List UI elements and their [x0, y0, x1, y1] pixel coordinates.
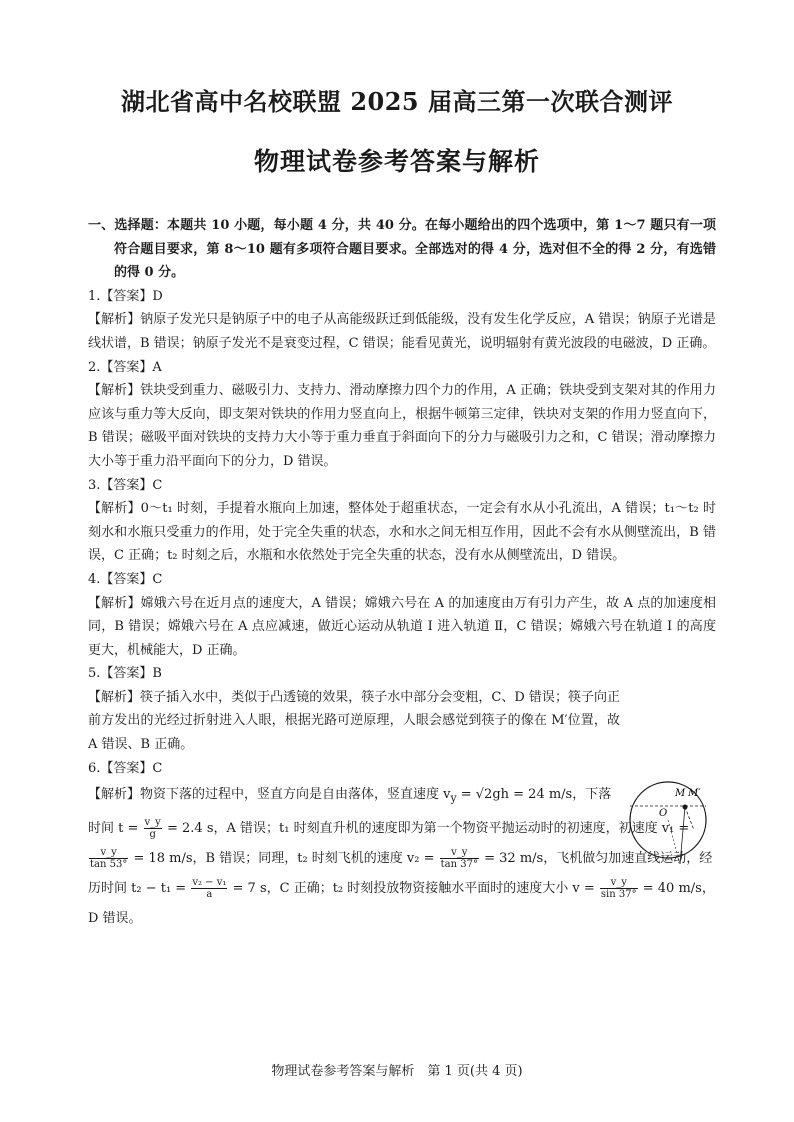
q3-analysis: 【解析】0～t₁ 时刻，手提着水瓶向上加速，整体处于超重状态，一定会有水从小孔流出，A 错误；t₁～t₂ 时刻水和水瓶只受重力的作用，处于完全失重的状态，水和水之间无相互作用，因此不会有水从侧壁流出，B 错误，C 正确；t₂ 时刻之后，水瓶和水依然处于完全失重的状态，没有水从侧壁流出，D 错误。: [88, 501, 716, 564]
q4-analysis: 【解析】嫦娥六号在近月点的速度大，A 错误；嫦娥六号在 A 的加速度由万有引力产生，故 A 点的加速度相同，B 错误；嫦娥六号在 A 点应减速，做近心运动从轨道 Ⅰ 进入轨道 Ⅱ，C 错误；嫦娥六号在轨道 Ⅰ 的高度更大，机械能大，D 正确。: [88, 595, 716, 658]
section-instructions: 一、选择题：本题共 10 小题，每小题 4 分，共 40 分。在每小题给出的四个选项中，第 1～7 题只有一项符合题目要求，第 8～10 题有多项符合题目要求。全部选对的得 4 分，选对但不全的得 2 分，有选错的得 0 分。: [88, 218, 716, 281]
q1-analysis: 【解析】钠原子发光只是钠原子中的电子从高能级跃迁到低能级，没有发生化学反应，A 错误；钠原子光谱是线状谱，B 错误；钠原子发光不是衰变过程，C 错误；能看见黄光，说明辐射有黄光波段的电磁波，D 正确。: [88, 312, 716, 351]
q6-line-5: D 错误。: [88, 910, 142, 926]
q1-answer: 1.【答案】D: [88, 288, 163, 304]
q6-line-2: 时间 t = $\frac{v\_y}{g}$ = 2.4 s，A 错误；t₁ 时刻直升机的速度即为第一个物资平抛运动时的初速度，初速度 v₁ =: [88, 816, 690, 840]
fraction: $\frac{v\_y}{\tan 37^\circ}$: [440, 846, 478, 870]
q6-line-1: 【解析】物资下落的过程中，竖直方向是自由落体，竖直速度 $v_y = √2gh = 24$ m/s，下落: [88, 787, 612, 805]
q3-answer: 3.【答案】C: [88, 477, 163, 493]
fraction: $\frac{v\_y}{g}$: [144, 816, 161, 840]
fraction: $\frac{v\_y}{\tan 53^\circ}$: [90, 846, 128, 870]
fraction: $\frac{v\_y}{\sin 37^\circ}$: [600, 876, 637, 900]
label-m-prime: M′: [688, 788, 701, 799]
virtual-ray: [685, 807, 694, 830]
label-m: M: [675, 788, 686, 799]
content: [88, 214, 716, 934]
q6-analysis: [88, 780, 716, 934]
q6-line-3: $\frac{v\_y}{\tan 53^\circ}$ = 18 m/s，B 错误；同理，t₂ 时刻飞机的速度 v₂ = $\frac{v\_y}{\tan 37^\circ}$ = 32 m/s，飞机做匀加速直线运动，经: [90, 846, 713, 870]
fraction: $\frac{\text{v₂ − v₁}}{a}$: [192, 876, 227, 900]
q6-answer: 6.【答案】C: [88, 760, 163, 776]
page-title: 湖北省高中名校联盟 2025 届高三第一次联合测评: [120, 87, 673, 116]
q2-analysis: 【解析】铁块受到重力、磁吸引力、支持力、滑动摩擦力四个力的作用，A 正确；铁块受到支架对其的作用力应该与重力等大反向，即支架对铁块的作用力竖直向上，根据牛顿第三定律，铁块对支架的作用力竖直向下，B 错误；磁吸平面对铁块的支持力大小等于重力垂直于斜面向下的分力与磁吸引力之和，C 错误；滑动摩擦力大小等于重力沿平面向下的分力，D 错误。: [88, 383, 716, 469]
label-o: O: [659, 808, 668, 819]
footer: 物理试卷参考答案与解析 第 1 页(共 4 页): [271, 1064, 523, 1079]
q5-analysis: 【解析】筷子插入水中，类似于凸透镜的效果，筷子水中部分会变粗，C、D 错误；筷子向正前方发出的光经过折射进入人眼，根据光路可逆原理，人眼会感觉到筷子的像在 M′位置，故 A 错误、B 正确。: [88, 689, 620, 753]
q6-line-4: 历时间 t₂ − t₁ = $\frac{\text{v₂ − v₁}}{a}$ = 7 s，C 正确；t₂ 时刻投放物资接触水平面时的速度大小 v = $\frac{v\_y}{\sin 37^\circ}$ = 40 m/s，: [88, 876, 715, 900]
page-subtitle: 物理试卷参考答案与解析: [253, 147, 540, 176]
refraction-diagram: [628, 780, 712, 870]
q2-answer: 2.【答案】A: [88, 359, 162, 375]
q4-answer: 4.【答案】C: [88, 571, 163, 587]
q5-answer: 5.【答案】B: [88, 666, 162, 682]
